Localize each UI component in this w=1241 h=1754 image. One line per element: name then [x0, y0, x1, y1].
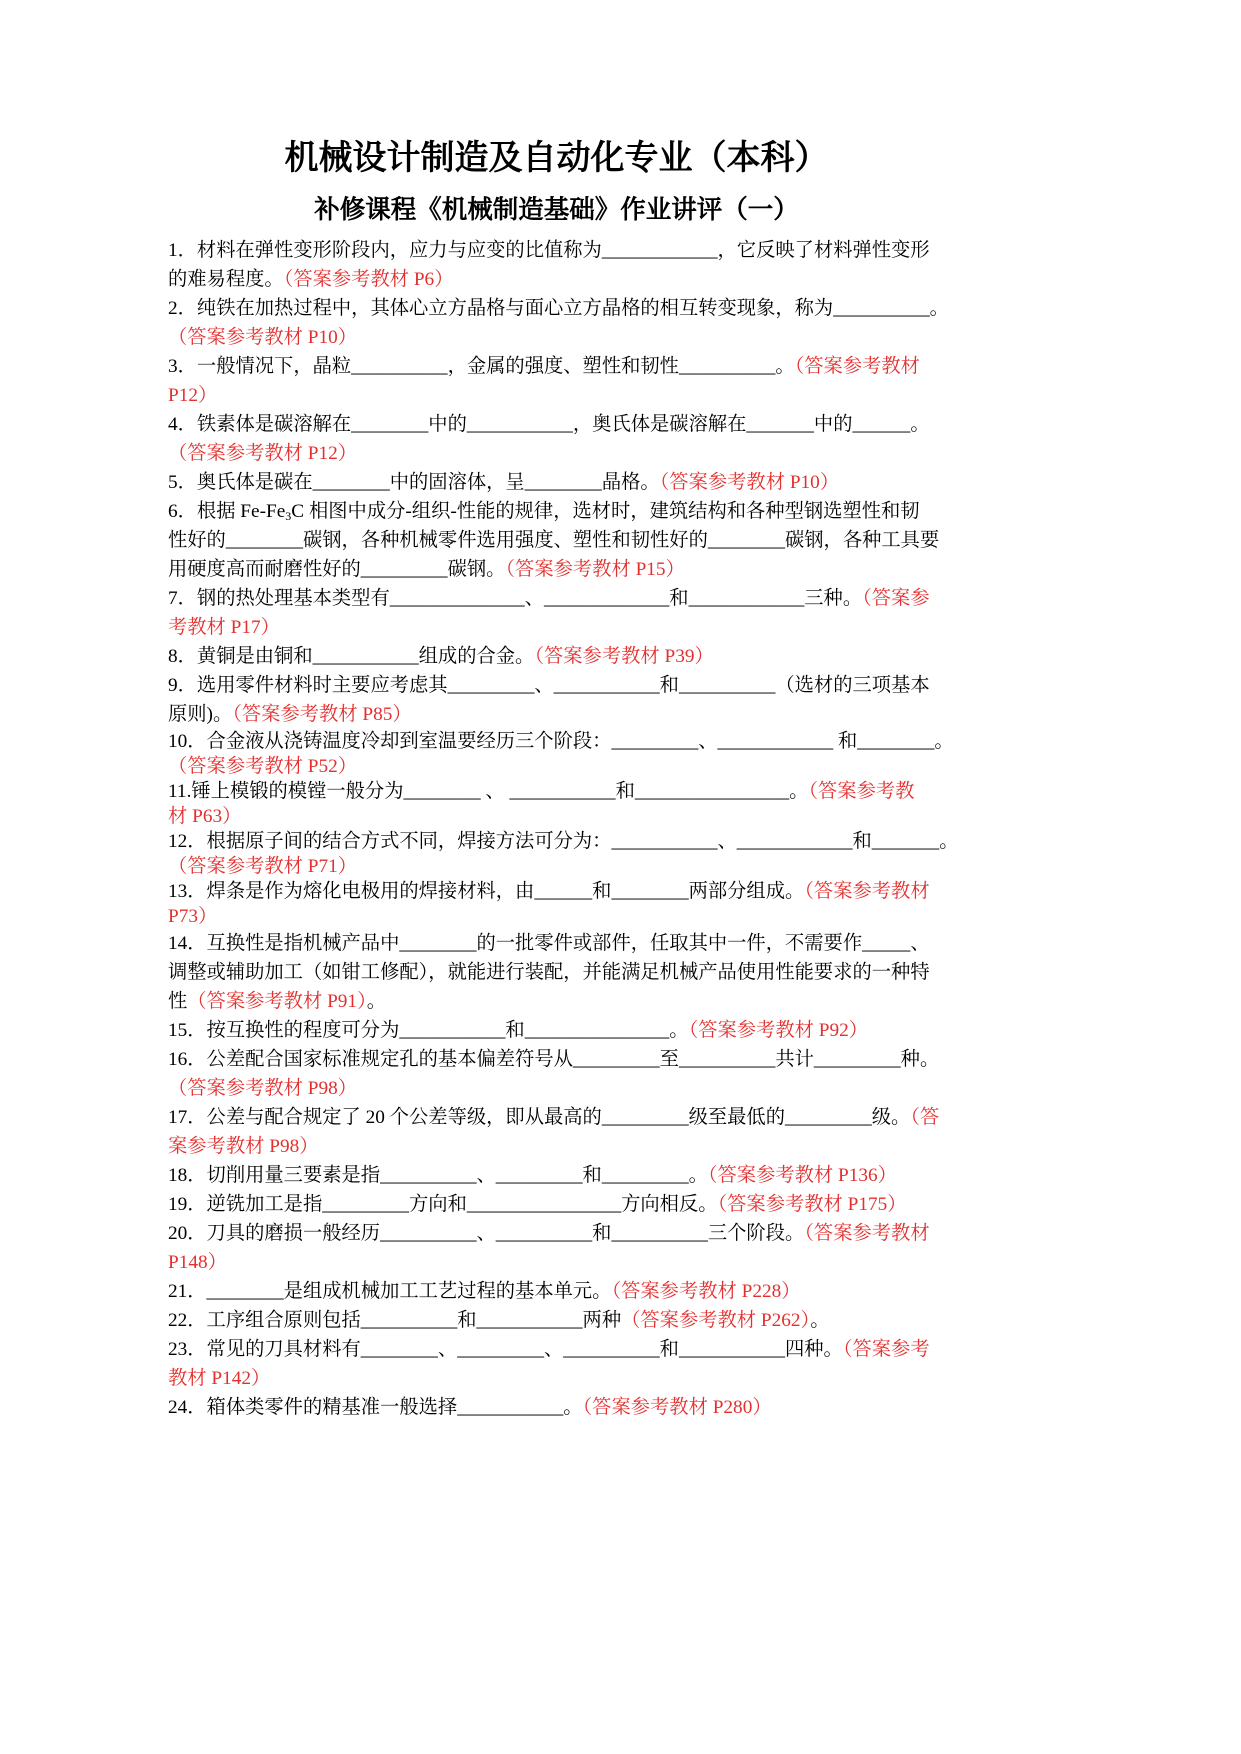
question-line — [168, 1248, 988, 1277]
question-line — [168, 1335, 988, 1364]
question-line — [168, 584, 988, 613]
question-line — [168, 804, 988, 829]
question-text: 11.锤上模锻的模镗一般分为________ 、 ___________和________________。 — [168, 781, 809, 802]
textbook-reference: 案参考教材 P98） — [168, 1136, 319, 1157]
question-1 — [168, 236, 988, 294]
question-text: 18．切削用量三要素是指__________、_________和_________。 — [168, 1165, 708, 1186]
question-16 — [168, 1045, 988, 1103]
question-line — [168, 729, 988, 754]
question-line — [168, 468, 988, 497]
question-7 — [168, 584, 988, 642]
question-text: 2．纯铁在加热过程中，其体心立方晶格与面心立方晶格的相互转变现象，称为__________。 — [168, 298, 949, 319]
question-23 — [168, 1335, 988, 1393]
question-text: 4．铁素体是碳溶解在________中的___________，奥氏体是碳溶解在_______中的______。 — [168, 414, 930, 435]
question-text: 19．逆铣加工是指_________方向和________________方向相反。 — [168, 1194, 718, 1215]
question-11 — [168, 779, 988, 829]
question-line — [168, 352, 988, 381]
question-line — [168, 904, 988, 929]
textbook-reference: （答案参考教材 P136） — [707, 1165, 897, 1186]
textbook-reference: （答案参考教材 P92） — [688, 1020, 869, 1041]
question-line — [168, 1132, 988, 1161]
textbook-reference: （答案参考教材 P280） — [582, 1397, 772, 1418]
question-text: 。 — [366, 991, 386, 1012]
textbook-reference: P73） — [168, 906, 218, 927]
question-line — [168, 1190, 988, 1219]
question-text: 性好的________碳钢，各种机械零件选用强度、塑性和韧性好的________碳钢，各种工具要 — [168, 530, 940, 551]
textbook-reference: （答案参考教材 P12） — [168, 443, 358, 464]
question-text: 20．刀具的磨损一般经历__________、__________和__________三个阶段。 — [168, 1223, 805, 1244]
textbook-reference: （答案参考教材 P98） — [168, 1078, 358, 1099]
question-text: 3．一般情况下，晶粒__________，金属的强度、塑性和韧性__________。 — [168, 356, 795, 377]
question-line — [168, 854, 988, 879]
question-line — [168, 829, 988, 854]
question-3 — [168, 352, 988, 410]
question-line — [168, 642, 988, 671]
textbook-reference: （答案参考教材 P262） — [621, 1310, 811, 1331]
question-line — [168, 526, 988, 555]
question-text: 用硬度高而耐磨性好的_________碳钢。 — [168, 559, 506, 580]
question-text: 14．互换性是指机械产品中________的一批零件或部件，任取其中一件，不需要作_____、 — [168, 933, 930, 954]
textbook-reference: （答 — [910, 1107, 940, 1128]
textbook-reference: （答案参考教材 P6） — [283, 269, 454, 290]
question-line — [168, 1161, 988, 1190]
question-text: 5．奥氏体是碳在________中的固溶体，呈________晶格。 — [168, 472, 660, 493]
question-line — [168, 497, 988, 526]
question-text: 23．常见的刀具材料有________、_________、__________和___________四种。 — [168, 1339, 843, 1360]
question-8 — [168, 642, 988, 671]
textbook-reference: （答案参考教材 P85） — [232, 704, 412, 725]
question-text: 原则)。 — [168, 704, 233, 725]
question-line — [168, 555, 988, 584]
question-2 — [168, 294, 988, 352]
question-line — [168, 1364, 988, 1393]
question-line — [168, 236, 988, 265]
question-9 — [168, 671, 988, 729]
question-text: 17．公差与配合规定了 20 个公差等级，即从最高的_________级至最低的_________级。 — [168, 1107, 911, 1128]
question-4 — [168, 410, 988, 468]
question-line — [168, 1045, 988, 1074]
question-text: 调整或辅助加工（如钳工修配），就能进行装配，并能满足机械产品使用性能要求的一种特 — [168, 962, 930, 983]
question-text: C 相图中成分-组织-性能的规律，选材时，建筑结构和各种型钢选塑性和韧 — [291, 501, 920, 522]
question-18 — [168, 1161, 988, 1190]
question-line — [168, 265, 988, 294]
question-text: 1．材料在弹性变形阶段内，应力与应变的比值称为____________，它反映了材料弹性变形 — [168, 240, 930, 261]
question-12 — [168, 829, 988, 879]
question-line — [168, 779, 988, 804]
question-line — [168, 410, 988, 439]
question-line — [168, 1277, 988, 1306]
question-13 — [168, 879, 988, 929]
question-text: 7．钢的热处理基本类型有______________、_____________和____________三种。 — [168, 588, 863, 609]
question-text: 16．公差配合国家标准规定孔的基本偏差符号从_________至__________共计_________种。 — [168, 1049, 940, 1070]
question-text: 12．根据原子间的结合方式不同，焊接方法可分为：___________、____________和_______。 — [168, 831, 959, 852]
question-text: 6．根据 Fe-Fe — [168, 501, 286, 522]
question-line — [168, 879, 988, 904]
document-subtitle: 补修课程《机械制造基础》作业讲评（一） — [314, 195, 799, 225]
question-22 — [168, 1306, 988, 1335]
textbook-reference: （答案参考教材 P228） — [611, 1281, 801, 1302]
question-list — [168, 236, 988, 1422]
formula-subscript: 3 — [285, 509, 292, 523]
textbook-reference: （答案参考教材 P91） — [187, 991, 367, 1012]
question-text: 15．按互换性的程度可分为___________和_______________。 — [168, 1020, 689, 1041]
question-line — [168, 613, 988, 642]
textbook-reference: （答案参考教材 P10） — [659, 472, 840, 493]
question-20 — [168, 1219, 988, 1277]
question-line — [168, 958, 988, 987]
textbook-reference: （答案参考教材 P15） — [505, 559, 685, 580]
question-line — [168, 1016, 988, 1045]
question-text: 性 — [168, 991, 188, 1012]
document-title: 机械设计制造及自动化专业（本科） — [284, 138, 829, 178]
question-line — [168, 700, 988, 729]
question-text: 9．选用零件材料时主要应考虑其_________、___________和__________（选材的三项基本 — [168, 675, 930, 696]
question-line — [168, 439, 988, 468]
question-text: 10．合金液从浇铸温度冷却到室温要经历三个阶段：_________、____________ 和________。 — [168, 731, 954, 752]
question-line — [168, 1219, 988, 1248]
textbook-reference: （答案参考教材 — [804, 881, 930, 902]
question-line — [168, 987, 988, 1016]
question-line — [168, 754, 988, 779]
question-24 — [168, 1393, 988, 1422]
question-text: 8．黄铜是由铜和___________组成的合金。 — [168, 646, 535, 667]
question-17 — [168, 1103, 988, 1161]
textbook-reference: （答案参 — [862, 588, 930, 609]
question-line — [168, 294, 988, 323]
question-14 — [168, 929, 988, 1016]
textbook-reference: P12） — [168, 385, 218, 406]
question-line — [168, 1306, 988, 1335]
question-text: 21．________是组成机械加工工艺过程的基本单元。 — [168, 1281, 612, 1302]
question-line — [168, 1074, 988, 1103]
question-text: 13．焊条是作为熔化电极用的焊接材料，由______和________两部分组成。 — [168, 881, 805, 902]
question-5 — [168, 468, 988, 497]
textbook-reference: （答案参考教材 — [804, 1223, 930, 1244]
question-text: 。 — [810, 1310, 830, 1331]
question-line — [168, 671, 988, 700]
textbook-reference: （答案参考教 — [808, 781, 915, 802]
textbook-reference: （答案参考教材 P175） — [717, 1194, 907, 1215]
question-line — [168, 323, 988, 352]
question-10 — [168, 729, 988, 779]
question-19 — [168, 1190, 988, 1219]
textbook-reference: （答案参考教材 P71） — [168, 856, 358, 877]
textbook-reference: P148） — [168, 1252, 227, 1273]
question-6 — [168, 497, 988, 584]
question-line — [168, 1393, 988, 1422]
textbook-reference: （答案参考教材 P10） — [168, 327, 358, 348]
question-text: 的难易程度。 — [168, 269, 284, 290]
question-21 — [168, 1277, 988, 1306]
textbook-reference: 考教材 P17） — [168, 617, 280, 638]
question-line — [168, 381, 988, 410]
question-line — [168, 1103, 988, 1132]
question-15 — [168, 1016, 988, 1045]
textbook-reference: （答案参考 — [842, 1339, 930, 1360]
question-line — [168, 929, 988, 958]
textbook-reference: （答案参考教材 — [794, 356, 920, 377]
textbook-reference: （答案参考教材 P39） — [534, 646, 714, 667]
question-text: 22．工序组合原则包括__________和___________两种 — [168, 1310, 622, 1331]
question-text: 24．箱体类零件的精基准一般选择___________。 — [168, 1397, 583, 1418]
textbook-reference: 教材 P142） — [168, 1368, 271, 1389]
textbook-reference: 材 P63） — [168, 806, 242, 827]
textbook-reference: （答案参考教材 P52） — [168, 756, 358, 777]
